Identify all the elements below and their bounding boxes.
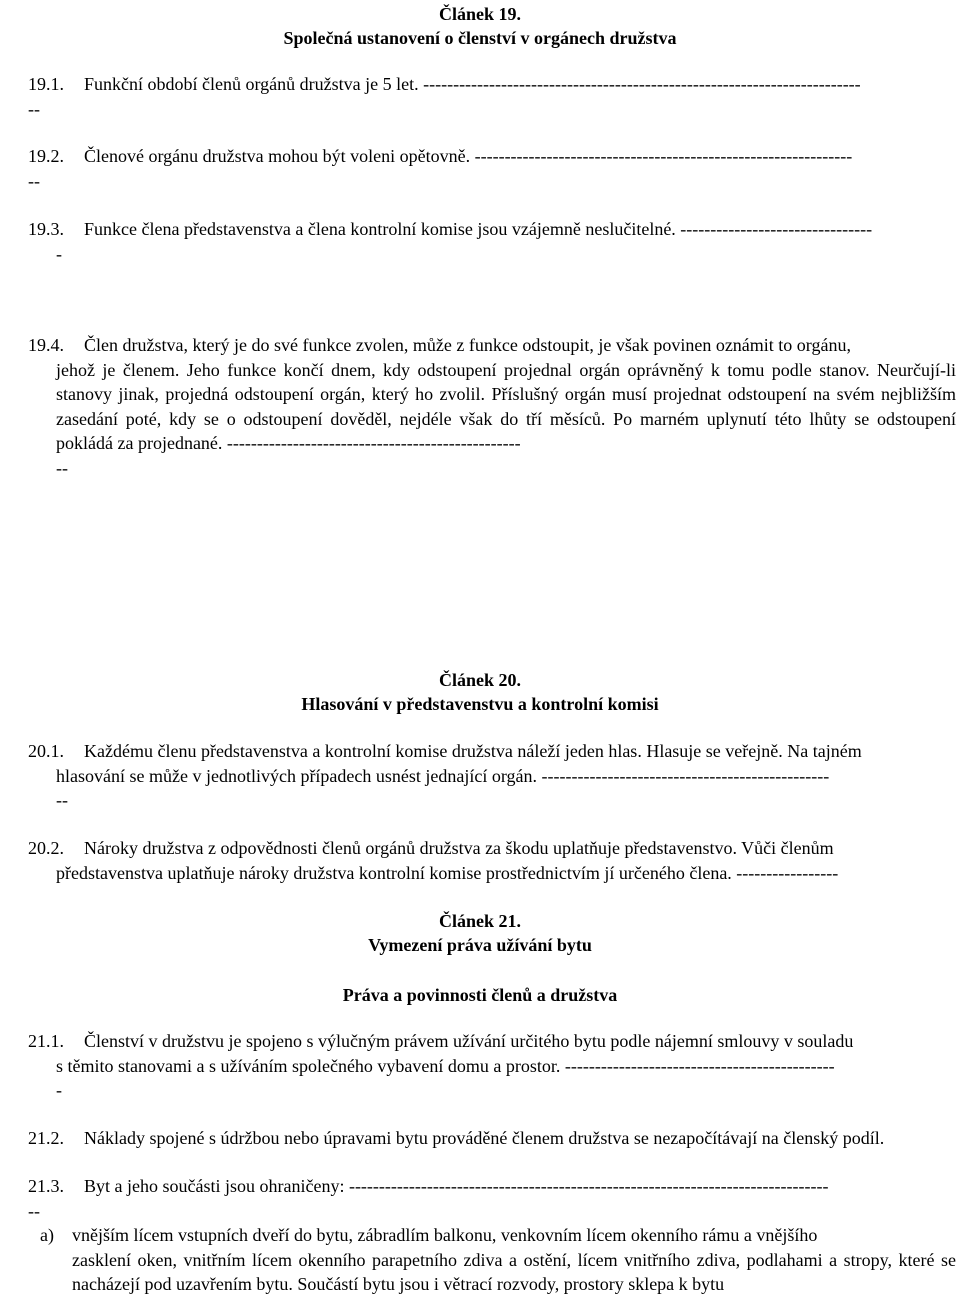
paragraph-number: 21.1. [28,1031,64,1051]
paragraph-text-continued: s těmito stanovami a s užíváním společného vybavení domu a prostor. --------------------------------------------- [56,1055,835,1076]
paragraph-text-line1: Členství v družstvu je spojeno s výlučným právem užívání určitého bytu podle nájemní smlouvy v souladu [84,1031,854,1051]
paragraph-text-continued: představenstva uplatňuje nároky družstva kontrolní komise prostřednictvím jí určeného člena. ----------------- [56,862,839,883]
article-21-subtitle: Vymezení práva užívání bytu [368,935,592,955]
article-20-subtitle: Hlasování v představenstvu a kontrolní komisi [301,694,659,714]
paragraph-text-line1: Nároky družstva z odpovědnosti členů orgánů družstva za škodu uplatňuje představenstvo. Vůči členům [84,838,834,858]
paragraph-19-1 [28,72,956,121]
list-item-text-continued: zasklení oken, vnitřním lícem okenního parapetního zdiva a ostění, lícem vnitřního zdiva, podlahami a stropy, které se nacházejí pod uzavřením bytu. Součástí bytu jsou i větrací rozvody, prostory sklepa k bytu [72,1249,956,1294]
dash-continuation: -- [28,98,40,119]
paragraph-number: 20.2. [28,838,64,858]
paragraph-number: 19.2. [28,146,64,166]
dash-continuation: - [56,243,62,264]
list-item-a [40,1223,956,1297]
paragraph-21-2 [28,1126,956,1151]
article-21-title: Článek 21. [438,911,521,931]
paragraph-21-1 [28,1029,956,1103]
paragraph-number: 19.4. [28,335,64,355]
paragraph-20-1 [28,739,956,813]
paragraph-text: Náklady spojené s údržbou nebo úpravami bytu prováděné členem družstva se nezapočítávají na členský podíl. [84,1128,885,1148]
paragraph-number: 19.1. [28,74,64,94]
paragraph-number: 20.1. [28,741,64,761]
article-19-subtitle: Společná ustanovení o členství v orgánech družstva [283,28,677,48]
paragraph-number: 19.3. [28,219,64,239]
paragraph-number: 21.2. [28,1128,64,1148]
paragraph-text: Byt a jeho součásti jsou ohraničeny: -------------------------------------------------------------------------------- [84,1176,829,1196]
paragraph-19-4 [28,333,956,480]
article-19-title: Článek 19. [438,4,521,24]
paragraph-text-line1: Člen družstva, který je do své funkce zvolen, může z funkce odstoupit, je však povinen oznámit to orgánu, [84,335,851,355]
paragraph-21-3 [28,1174,956,1223]
list-item-text-line1: vnějším lícem vstupních dveří do bytu, zábradlím balkonu, venkovním lícem okenního rámu a vnějšího [72,1225,818,1245]
paragraph-text: Členové orgánu družstva mohou být voleni opětovně. --------------------------------------------------------------- [84,146,853,166]
article-20-title: Článek 20. [438,670,521,690]
paragraph-19-3 [28,217,956,266]
paragraph-text-continued: hlasování se může v jednotlivých případech usnést jednající orgán. ------------------------------------------------ [56,765,830,786]
dash-continuation: -- [56,457,68,478]
dash-continuation: -- [28,170,40,191]
list-item-label: a) [40,1225,54,1245]
paragraph-19-2 [28,144,956,193]
dash-continuation: -- [28,1200,40,1221]
paragraph-20-2 [28,836,956,885]
dash-continuation: - [56,1080,62,1100]
section-heading: Práva a povinnosti členů a družstva [342,985,618,1005]
paragraph-text: Funkční období členů orgánů družstva je 5 let. ------------------------------------------------------------------------- [84,74,861,94]
paragraph-number: 21.3. [28,1176,64,1196]
paragraph-text: Funkce člena představenstva a člena kontrolní komise jsou vzájemně neslučitelné. -------------------------------- [84,219,873,239]
paragraph-text-line1: Každému členu představenstva a kontrolní komise družstva náleží jeden hlas. Hlasuje se veřejně. Na tajném [84,741,862,761]
dash-continuation: -- [56,790,68,810]
paragraph-text-continued: jehož je členem. Jeho funkce končí dnem, kdy odstoupení projednal orgán oprávněný k tomu podle stanov. Neurčují-li stanovy jinak, projedná odstoupení orgán, který ho zvolil. Příslušný orgán musí projednat odstoupení na svém nejbližším zasedání poté, kdy se o odstoupení dověděl, nejdéle však do tří měsíců. Po marném uplynutí této lhůty se odstoupení pokládá za projednané. ------------------------------------------------- [56,359,956,453]
